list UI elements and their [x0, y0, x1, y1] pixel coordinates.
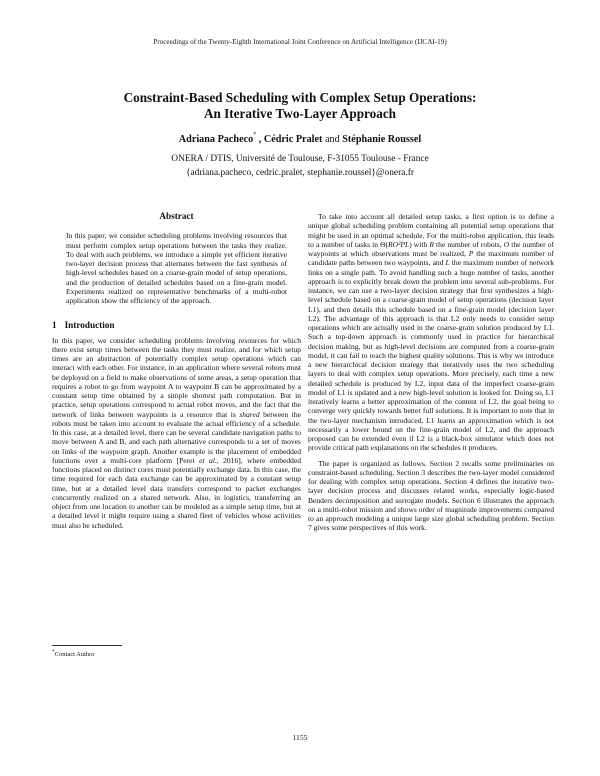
footnote-text: Contact Author: [54, 651, 95, 659]
author-3: Stéphanie Roussel: [342, 134, 422, 145]
text-run: between the robots must be taken into account to evaluate the actual efficiency of a schedule. In this case, at a detailed level, there can be several candidate navigation paths to move between A and B, and each path alternative corresponds to a set of moves on links of the waypoint graph. Another example is the placement of embedded functions over a multi-core platform [Peret: [52, 409, 301, 465]
affiliation: ONERA / DTIS, Université de Toulouse, F-31055 Toulouse - France: [171, 154, 429, 164]
title-line-2: An Iterative Two-Layer Approach: [203, 106, 397, 121]
text-run: the maximum number of network links on a single path. To avoid handling such a huge number of tasks, another approach is to explicitly break down the problem into several sub-problems. For instance, we can use a two-layer decision strategy that first synthesizes a high-level schedule based on a coarse-grain model of setup operations (decision layer L1), and then details this schedule based on a fine-grain model (decision layer L2). The advantage of this approach is that L2 only needs to consider setup operations which are actually used in the coarse-grain solution produced by L1. Such a top-down approach is commonly used in practice for hierarchical decision making, but as high-level decisions are computed from a coarse-grain model, it can fail to reach the highest quality solutions. This is why we introduce a new hierarchical decision strategy that iteratively uses the two scheduling layers to deal with complex setup operations. More precisely, each time a new detailed schedule is produced by L2, input data of the imperfect coarse-grain model of L1 is updated and a new high-level solution is looked for. Doing so, L1 iteratively learns a better approximation of the content of L2, the goal being to converge very quickly towards better full solutions. It is important to note that in the two-layer mechanism introduced, L1 learns an approximation which is not necessarily a lower bound on the fine-grain model of L2, and the approach proposed can be extended even if L2 is a black-box simulator which does not provide critical path explanations on the schedules it produces.: [308, 258, 555, 453]
text-run: In this paper, we consider scheduling problems involving resources for which there exist setup times between the tasks they must realize, and for which setup times are an abstraction of potentially complex setup operations which can interact with each other. For instance, in an application where several robots must be deployed on a field to make observations of some areas, a setup operation that requires a robot to go from waypoint A to waypoint B can be approximated by a constant setup time obtained by a simple shortest path computation. But in practice, setup operations correspond to actual robot moves, and the fact that the network of links between waypoints is a resource that is: [52, 335, 301, 419]
corresponding-author-mark: *: [253, 132, 257, 138]
text-run: the maximum number of candidate paths between two waypoints, and: [308, 249, 554, 268]
text-run: ) with: [409, 239, 430, 249]
title-line-1: Constraint-Based Scheduling with Complex Setup Operations:: [123, 90, 477, 105]
math-variable: O: [503, 239, 510, 249]
text-run: the number of robots,: [433, 239, 504, 249]
emphasis: shared: [239, 409, 260, 419]
text-run: the number of waypoints at which observations must be realized,: [308, 239, 555, 258]
abstract-text: In this paper, we consider scheduling problems involving resources that must perform complex setup operations between the tasks they realize. To deal with such problems, we introduce a simple yet efficient iterative two-layer decision process that alternates between the fast synthesis of high-level schedules based on a coarse-grain model of setup operations, and the production of detailed schedules based on a fine-grain model. Experiments realized on representative benchmarks of a multi-robot application show the efficiency of the approach.: [66, 231, 287, 305]
left-column: [52, 212, 301, 530]
section-heading-introduction: [52, 321, 301, 330]
section-number: 1: [52, 320, 57, 331]
paper-title: [0, 90, 600, 122]
math-variable: L: [445, 258, 450, 268]
footnote: [52, 645, 301, 658]
math-variable: P: [468, 249, 474, 258]
page-number: 1155: [292, 733, 308, 742]
author-list: [0, 134, 600, 145]
intro-paragraph-3: The paper is organized as follows. Section 2 recalls some preliminaries on constraint-based scheduling. Section 3 describes the two-layer model considered for dealing with complex setup operations. Section 4 defines the iterative two-layer decision process and discusses related works, especially logic-based Benders decomposition and surrogate models. Section 6 illustrates the approach on a multi-robot mission and shows order of magnitude improvements compared to an approach modeling a unique large size global scheduling problem. Section 7 gives some perspectives of this work.: [308, 458, 554, 533]
proceedings-header: Proceedings of the Twenty-Eighth International Joint Conference on Artificial Intelligence (IJCAI-19): [153, 38, 447, 46]
author-and: and: [322, 134, 343, 145]
intro-paragraph-1: [52, 336, 301, 530]
math-variable: R: [429, 239, 434, 249]
footnote-rule: [52, 645, 122, 646]
citation-et-al: et al.: [199, 455, 217, 465]
right-column: [308, 212, 554, 533]
author-1: Adriana Pacheco: [178, 134, 254, 145]
footnote-mark: *: [52, 649, 55, 655]
section-title: Introduction: [64, 320, 115, 331]
affiliation-block: [0, 152, 600, 180]
text-run: To take into account all detailed setup tasks, a first option is to define a unique global scheduling problem containing all potential setup operations that might be used in an optimal schedule. For the multi-robot application, this leads to a number of tasks in Θ(: [308, 212, 554, 249]
abstract-heading: Abstract: [159, 211, 194, 221]
author-2: Cédric Pralet: [263, 134, 323, 145]
text-run: , 2016], where embedded functions placed on distinct cores must potentially exchange data. In this case, the time required for each data exchange can be approximated by a constant setup time, but at a detailed level data transfers correspond to packet exchanges concurrently realized on a shared network. Also, in logistics, transferring an object from one location to another can be modeled as a simple setup time, but at a detailed level it might require using a shared fleet of vehicles whose activities must also be scheduled.: [52, 455, 301, 530]
intro-paragraph-2: [308, 212, 554, 453]
author-separator: ,: [256, 134, 264, 145]
author-emails: {adriana.pacheco, cedric.pralet, stephanie.roussel}@onera.fr: [186, 168, 414, 178]
math-expression: RO²PL: [388, 239, 410, 249]
